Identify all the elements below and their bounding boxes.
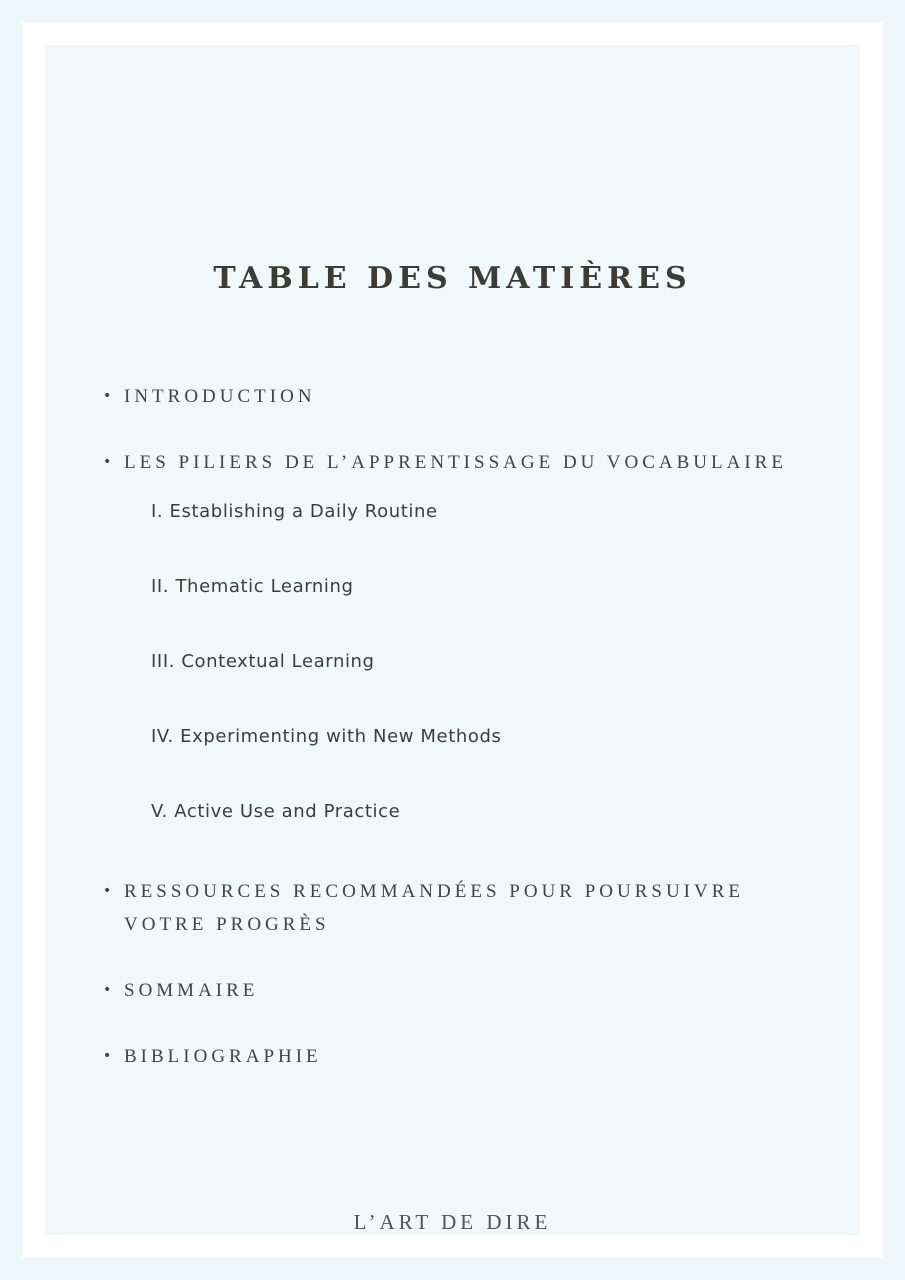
toc-item-label: SOMMAIRE — [124, 980, 259, 1001]
toc-item-label: LES PILIERS DE L’APPRENTISSAGE DU VOCABULAIRE — [124, 452, 787, 473]
page-title: TABLE DES MATIÈRES — [213, 261, 692, 296]
toc-subitem-active-use[interactable]: V. Active Use and Practice — [151, 801, 401, 822]
page-border — [22, 22, 883, 1258]
toc-subitem-thematic-learning[interactable]: II. Thematic Learning — [151, 576, 354, 597]
bullet-icon: • — [103, 883, 112, 899]
toc-item-piliers[interactable] — [103, 446, 833, 479]
toc-item-sommaire[interactable] — [103, 974, 833, 1007]
toc-subitem-contextual-learning[interactable]: III. Contextual Learning — [151, 651, 375, 672]
toc-item-bibliographie[interactable] — [103, 1040, 833, 1073]
toc-item-ressources[interactable] — [103, 875, 833, 941]
bullet-icon: • — [103, 454, 112, 470]
bullet-icon: • — [103, 388, 112, 404]
toc-subitem-new-methods[interactable]: IV. Experimenting with New Methods — [151, 726, 502, 747]
bullet-icon: • — [103, 982, 112, 998]
toc-item-introduction[interactable] — [103, 380, 833, 413]
toc-subitem-daily-routine[interactable]: I. Establishing a Daily Routine — [151, 501, 438, 522]
bullet-icon: • — [103, 1048, 112, 1064]
toc-item-label: RESSOURCES RECOMMANDÉES POUR POURSUIVRE VOTRE PROGRÈS — [124, 881, 745, 935]
page-panel — [45, 45, 860, 1235]
toc-item-label: BIBLIOGRAPHIE — [124, 1046, 322, 1067]
footer-brand: L’ART DE DIRE — [353, 1210, 552, 1234]
toc-item-label: INTRODUCTION — [124, 386, 316, 407]
